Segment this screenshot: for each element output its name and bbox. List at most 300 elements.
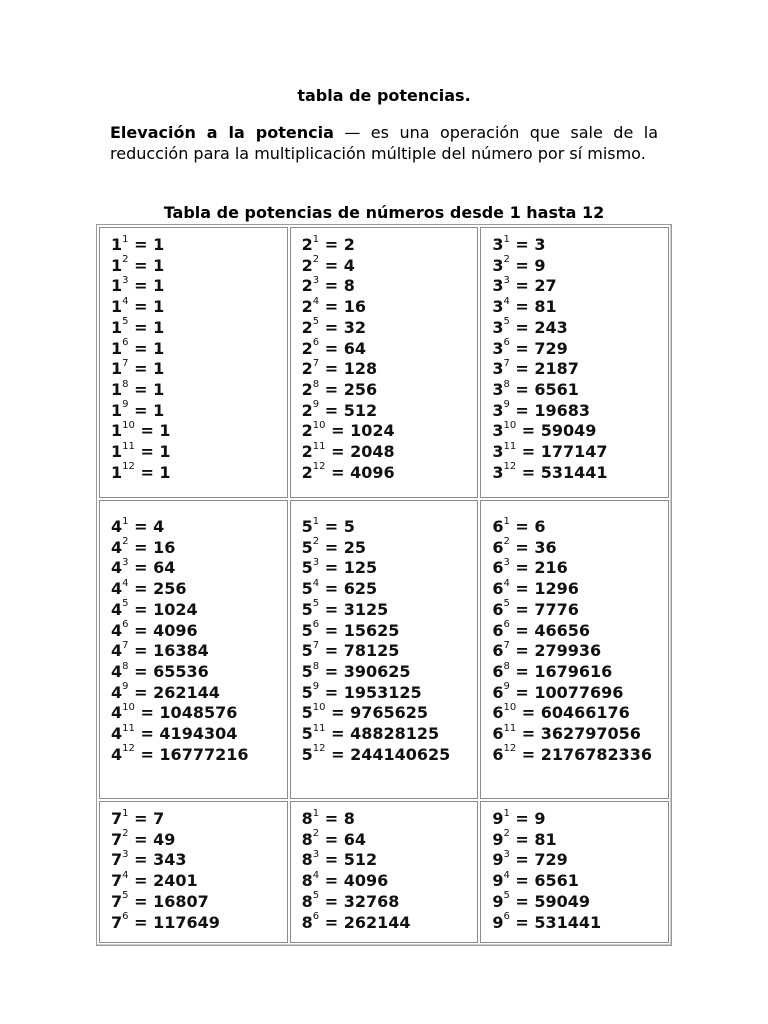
power-exponent: 2: [122, 254, 129, 266]
power-value: 3125: [343, 599, 389, 619]
power-cell: [480, 801, 669, 943]
power-exponent: 10: [312, 702, 326, 713]
power-exponent: 2: [503, 254, 510, 266]
power-exponent: 5: [503, 890, 510, 902]
power-entry: $9^5 = 59049$: [492, 890, 591, 911]
power-value: 1953125: [343, 682, 422, 702]
power-exponent: 10: [312, 420, 326, 431]
power-entry: $8^1 = 8$: [301, 807, 355, 828]
power-exponent: 7: [312, 639, 320, 651]
power-entry: $1^9 = 1$: [111, 399, 165, 420]
power-value: 7776: [534, 599, 579, 619]
power-base: 6: [492, 537, 504, 557]
power-exponent: 2: [503, 828, 510, 840]
power-value: 64: [343, 338, 366, 358]
power-base: 2: [301, 255, 313, 275]
power-entry: $2^{10} = 1024$: [301, 420, 395, 441]
power-entry: $9^1 = 9$: [492, 807, 546, 828]
power-entry: $4^6 = 4096$: [111, 619, 198, 640]
power-exponent: 2: [122, 536, 129, 548]
power-entry: $6^{10} = 60466176$: [492, 702, 630, 723]
power-value: 4096: [153, 620, 198, 640]
power-value: 27: [534, 276, 557, 296]
power-value: 1296: [534, 579, 579, 599]
power-base: 1: [111, 255, 123, 275]
power-exponent: 3: [503, 557, 510, 569]
power-exponent: 12: [503, 743, 517, 755]
power-exponent: 4: [122, 295, 129, 307]
power-base: 6: [492, 579, 504, 599]
power-value: 9: [534, 809, 546, 828]
power-base: 5: [301, 620, 313, 640]
power-value: 1: [153, 276, 165, 296]
power-base: 5: [301, 517, 313, 536]
power-entry: $6^2 = 36$: [492, 536, 557, 557]
power-exponent: 3: [122, 557, 129, 569]
power-exponent: 5: [312, 598, 320, 610]
power-value: 9765625: [350, 703, 429, 723]
power-value: 1: [153, 359, 165, 379]
power-base: 2: [301, 338, 313, 358]
power-exponent: 2: [312, 828, 320, 840]
power-exponent: 9: [122, 681, 129, 693]
power-base: 9: [492, 809, 504, 828]
power-entry: $5^8 = 390625$: [301, 660, 411, 681]
power-entry: $5^{12} = 244140625$: [301, 743, 451, 764]
power-entry: $5^4 = 625$: [301, 577, 378, 599]
power-value: 216: [534, 558, 568, 578]
power-base: 3: [492, 338, 504, 358]
power-exponent: 10: [503, 420, 517, 431]
power-base: 5: [301, 558, 313, 578]
power-exponent: 3: [122, 275, 129, 287]
power-value: 1: [159, 421, 171, 441]
power-entry: $6^4 = 1296$: [492, 577, 579, 599]
power-value: 36: [534, 537, 557, 557]
power-entry: $3^8 = 6561$: [492, 378, 579, 399]
power-base: 1: [111, 297, 123, 317]
power-base: 1: [111, 235, 123, 254]
power-exponent: 3: [503, 849, 510, 861]
power-exponent: 5: [312, 890, 320, 902]
power-base: 6: [492, 703, 504, 723]
power-exponent: 1: [122, 807, 129, 819]
power-entry: $7^4 = 2401$: [111, 869, 198, 891]
power-cell: [290, 227, 479, 498]
power-base: 4: [111, 641, 123, 661]
page-title: tabla de potencias.: [297, 86, 471, 105]
power-exponent: 9: [503, 399, 510, 411]
power-exponent: 5: [503, 316, 510, 328]
power-value: 1: [153, 255, 165, 275]
power-entry: $7^5 = 16807$: [111, 890, 209, 911]
power-base: 7: [111, 912, 123, 932]
power-base: 6: [492, 724, 504, 744]
power-exponent: 5: [122, 316, 129, 328]
table-row: [99, 801, 669, 943]
power-base: 3: [492, 317, 504, 337]
power-base: 2: [301, 359, 313, 379]
power-entry: $2^1 = 2$: [301, 233, 355, 254]
power-base: 7: [111, 809, 123, 828]
power-entry: $6^5 = 7776$: [492, 598, 579, 619]
power-value: 1: [153, 338, 165, 358]
power-base: 3: [492, 359, 504, 379]
power-value: 16: [153, 537, 176, 557]
power-value: 25: [343, 537, 366, 557]
power-entry: $9^4 = 6561$: [492, 869, 579, 891]
power-base: 2: [301, 442, 313, 462]
power-base: 2: [301, 421, 313, 441]
power-value: 4: [153, 517, 165, 536]
power-entry: $6^7 = 279936$: [492, 639, 602, 661]
power-exponent: 1: [312, 515, 320, 527]
power-base: 3: [492, 421, 504, 441]
power-value: 177147: [540, 442, 608, 462]
power-entry: $3^{11} = 177147$: [492, 440, 608, 462]
power-value: 4: [343, 255, 355, 275]
power-base: 5: [301, 579, 313, 599]
power-value: 1024: [153, 599, 198, 619]
power-base: 1: [111, 421, 123, 441]
power-entry: $1^4 = 1$: [111, 295, 165, 317]
power-base: 5: [301, 724, 313, 744]
power-entry: $6^1 = 6$: [492, 515, 546, 536]
powers-table: [96, 224, 672, 946]
power-base: 3: [492, 462, 504, 482]
power-entry: $4^9 = 262144$: [111, 681, 220, 702]
power-entry: $4^{10} = 1048576$: [111, 702, 238, 723]
power-exponent: 4: [312, 295, 320, 307]
power-cell: [99, 801, 288, 943]
power-exponent: 6: [122, 911, 129, 923]
power-exponent: 2: [122, 828, 129, 840]
power-base: 8: [301, 912, 313, 932]
power-exponent: 2: [312, 536, 320, 548]
power-base: 6: [492, 517, 504, 536]
power-exponent: 6: [312, 911, 320, 923]
power-value: 16: [343, 297, 366, 317]
power-entry: $7^6 = 117649$: [111, 911, 220, 932]
power-value: 262144: [343, 912, 411, 932]
power-exponent: 9: [503, 681, 510, 693]
power-base: 4: [111, 579, 123, 599]
power-base: 7: [111, 871, 123, 891]
power-exponent: 10: [122, 420, 135, 431]
power-base: 1: [111, 276, 123, 296]
power-base: 6: [492, 682, 504, 702]
power-exponent: 7: [122, 639, 129, 651]
power-base: 9: [492, 850, 504, 870]
power-value: 1: [159, 442, 171, 462]
table-caption: Tabla de potencias de números desde 1 hasta 12: [163, 203, 605, 222]
power-base: 5: [301, 661, 313, 681]
power-base: 4: [111, 599, 123, 619]
power-exponent: 1: [312, 807, 320, 819]
power-exponent: 5: [122, 890, 129, 902]
power-base: 2: [301, 235, 313, 254]
power-entry: $3^5 = 243$: [492, 316, 568, 337]
power-value: 19683: [534, 400, 591, 420]
power-exponent: 9: [312, 399, 320, 411]
power-exponent: 5: [503, 598, 510, 610]
power-exponent: 9: [312, 681, 320, 693]
power-value: 362797056: [540, 724, 641, 744]
power-base: 3: [492, 442, 504, 462]
power-entry: $6^{11} = 362797056$: [492, 722, 641, 744]
intro-term: Elevación a la potencia: [110, 123, 334, 142]
power-entry: $6^6 = 46656$: [492, 619, 591, 640]
power-value: 729: [534, 850, 568, 870]
power-base: 5: [301, 599, 313, 619]
power-value: 256: [343, 379, 378, 399]
power-base: 4: [111, 682, 123, 702]
power-exponent: 1: [503, 515, 510, 527]
power-entry: $8^6 = 262144$: [301, 911, 411, 932]
power-base: 6: [492, 744, 504, 764]
power-entry: $2^{11} = 2048$: [301, 440, 395, 462]
power-value: 9: [534, 255, 546, 275]
power-entry: $7^2 = 49$: [111, 828, 176, 849]
power-entry: $3^{10} = 59049$: [492, 420, 597, 441]
power-exponent: 6: [503, 911, 510, 923]
intro-paragraph: [110, 122, 658, 164]
power-exponent: 3: [312, 275, 320, 287]
power-exponent: 10: [122, 702, 135, 713]
power-entry: $2^4 = 16$: [301, 295, 366, 317]
power-cell: [480, 500, 669, 799]
power-entry: $9^2 = 81$: [492, 828, 557, 849]
power-entry: $4^{12} = 16777216$: [111, 743, 249, 764]
power-base: 4: [111, 537, 123, 557]
power-exponent: 6: [312, 337, 320, 349]
power-value: 512: [343, 850, 378, 870]
power-base: 8: [301, 829, 313, 849]
power-entry: $2^3 = 8$: [301, 275, 355, 296]
power-exponent: 7: [312, 357, 320, 369]
power-value: 4194304: [159, 724, 238, 744]
power-exponent: 12: [312, 461, 326, 473]
power-entry: $1^6 = 1$: [111, 337, 165, 358]
power-entry: $6^3 = 216$: [492, 557, 568, 578]
power-entry: $5^1 = 5$: [301, 515, 355, 536]
power-value: 1: [153, 297, 165, 317]
power-base: 7: [111, 829, 123, 849]
power-base: 7: [111, 850, 123, 870]
power-value: 32: [343, 317, 366, 337]
power-cell: [290, 500, 479, 799]
power-base: 6: [492, 558, 504, 578]
power-entry: $6^9 = 10077696$: [492, 681, 624, 702]
power-entry: $9^3 = 729$: [492, 849, 568, 870]
power-base: 2: [301, 379, 313, 399]
power-value: 64: [343, 829, 366, 849]
power-value: 625: [343, 579, 378, 599]
power-exponent: 3: [503, 275, 510, 287]
power-entry: $4^5 = 1024$: [111, 598, 198, 619]
power-entry: $2^6 = 64$: [301, 337, 366, 358]
power-entry: $3^1 = 3$: [492, 233, 546, 254]
power-value: 343: [153, 850, 187, 870]
power-entry: $4^4 = 256$: [111, 577, 187, 599]
power-value: 2: [343, 235, 355, 254]
power-exponent: 4: [503, 295, 510, 307]
power-entry: $4^3 = 64$: [111, 557, 176, 578]
power-exponent: 3: [312, 849, 320, 861]
power-base: 3: [492, 276, 504, 296]
power-value: 2048: [350, 442, 395, 462]
power-cell: [99, 227, 288, 498]
power-value: 10077696: [534, 682, 624, 702]
power-value: 1: [153, 317, 165, 337]
power-value: 16384: [153, 641, 209, 661]
power-entry: $3^2 = 9$: [492, 254, 546, 275]
power-base: 1: [111, 462, 123, 482]
power-base: 2: [301, 276, 313, 296]
power-exponent: 7: [503, 639, 510, 651]
power-cell: [290, 801, 479, 943]
power-entry: $2^2 = 4$: [301, 254, 355, 275]
power-entry: $1^5 = 1$: [111, 316, 165, 337]
power-value: 1: [153, 235, 165, 254]
power-exponent: 2: [312, 254, 320, 266]
power-exponent: 12: [122, 461, 135, 473]
power-exponent: 8: [312, 378, 320, 390]
power-base: 6: [492, 599, 504, 619]
power-base: 5: [301, 641, 313, 661]
power-entry: $1^{10} = 1$: [111, 420, 171, 441]
power-base: 5: [301, 703, 313, 723]
power-base: 3: [492, 235, 504, 254]
power-value: 6561: [534, 379, 579, 399]
power-value: 8: [343, 809, 355, 828]
power-entry: $1^3 = 1$: [111, 275, 165, 296]
power-exponent: 8: [312, 660, 320, 672]
power-value: 4096: [343, 871, 389, 891]
power-base: 5: [301, 537, 313, 557]
power-exponent: 6: [503, 337, 510, 349]
power-exponent: 11: [503, 722, 517, 734]
power-entry: $5^7 = 78125$: [301, 639, 400, 661]
power-entry: $2^7 = 128$: [301, 357, 378, 379]
power-value: 6561: [534, 871, 579, 891]
power-entry: $5^{10} = 9765625$: [301, 702, 429, 723]
power-value: 1: [159, 462, 171, 482]
power-entry: $4^1 = 4$: [111, 515, 165, 536]
power-value: 128: [343, 359, 378, 379]
power-entry: $1^2 = 1$: [111, 254, 165, 275]
power-exponent: 8: [122, 660, 129, 672]
power-value: 2187: [534, 359, 579, 379]
power-value: 48828125: [350, 724, 440, 744]
power-base: 2: [301, 462, 313, 482]
power-entry: $8^5 = 32768$: [301, 890, 400, 911]
power-entry: $6^8 = 1679616$: [492, 660, 613, 681]
power-exponent: 11: [122, 440, 135, 452]
power-value: 16807: [153, 891, 209, 911]
power-value: 8: [343, 276, 355, 296]
power-entry: $2^8 = 256$: [301, 378, 378, 399]
power-value: 125: [343, 558, 378, 578]
power-entry: $7^1 = 7$: [111, 807, 165, 828]
power-entry: $8^4 = 4096$: [301, 869, 389, 891]
power-base: 1: [111, 442, 123, 462]
power-entry: $5^3 = 125$: [301, 557, 378, 578]
power-base: 3: [492, 400, 504, 420]
power-base: 9: [492, 891, 504, 911]
power-exponent: 1: [503, 807, 510, 819]
table-row: [99, 500, 669, 799]
power-base: 4: [111, 661, 123, 681]
power-value: 2401: [153, 871, 198, 891]
power-value: 16777216: [159, 744, 249, 764]
power-base: 4: [111, 744, 123, 764]
power-value: 1679616: [534, 661, 613, 681]
power-entry: $2^9 = 512$: [301, 399, 378, 420]
power-value: 59049: [534, 891, 591, 911]
power-exponent: 6: [312, 619, 320, 631]
power-base: 5: [301, 744, 313, 764]
power-exponent: 4: [122, 577, 129, 589]
power-entry: $5^5 = 3125$: [301, 598, 389, 619]
power-value: 3: [534, 235, 546, 254]
power-entry: $4^7 = 16384$: [111, 639, 209, 661]
power-entry: $3^9 = 19683$: [492, 399, 591, 420]
power-value: 5: [343, 517, 355, 536]
power-value: 1: [153, 379, 165, 399]
power-base: 8: [301, 850, 313, 870]
power-base: 1: [111, 338, 123, 358]
power-exponent: 11: [312, 440, 326, 452]
power-value: 1048576: [159, 703, 238, 723]
power-value: 531441: [534, 912, 602, 932]
power-entry: $4^8 = 65536$: [111, 660, 209, 681]
power-value: 59049: [540, 421, 597, 441]
power-entry: $8^2 = 64$: [301, 828, 366, 849]
power-exponent: 11: [503, 440, 517, 452]
power-exponent: 3: [122, 849, 129, 861]
power-value: 117649: [153, 912, 220, 932]
power-base: 9: [492, 871, 504, 891]
power-value: 6: [534, 517, 546, 536]
power-entry: $8^3 = 512$: [301, 849, 378, 870]
power-exponent: 6: [122, 619, 129, 631]
power-base: 1: [111, 379, 123, 399]
power-value: 81: [534, 297, 557, 317]
power-base: 5: [301, 682, 313, 702]
power-base: 4: [111, 724, 123, 744]
power-exponent: 1: [503, 233, 510, 245]
power-base: 9: [492, 912, 504, 932]
intro-text: — es una operación que sale de la reducción para la multiplicación múltiple del número por sí mismo.: [110, 123, 659, 163]
power-exponent: 7: [503, 357, 510, 369]
power-exponent: 4: [312, 577, 320, 589]
power-value: 7: [153, 809, 165, 828]
power-entry: $3^3 = 27$: [492, 275, 557, 296]
power-exponent: 1: [122, 515, 129, 527]
power-entry: $1^{11} = 1$: [111, 440, 171, 462]
power-value: 4096: [350, 462, 395, 482]
power-base: 4: [111, 558, 123, 578]
power-base: 3: [492, 255, 504, 275]
power-exponent: 12: [312, 743, 326, 755]
power-entry: $1^{12} = 1$: [111, 461, 171, 482]
power-base: 7: [111, 891, 123, 911]
power-exponent: 12: [503, 461, 517, 473]
power-exponent: 11: [312, 722, 326, 734]
power-base: 2: [301, 317, 313, 337]
power-entry: $7^3 = 343$: [111, 849, 187, 870]
